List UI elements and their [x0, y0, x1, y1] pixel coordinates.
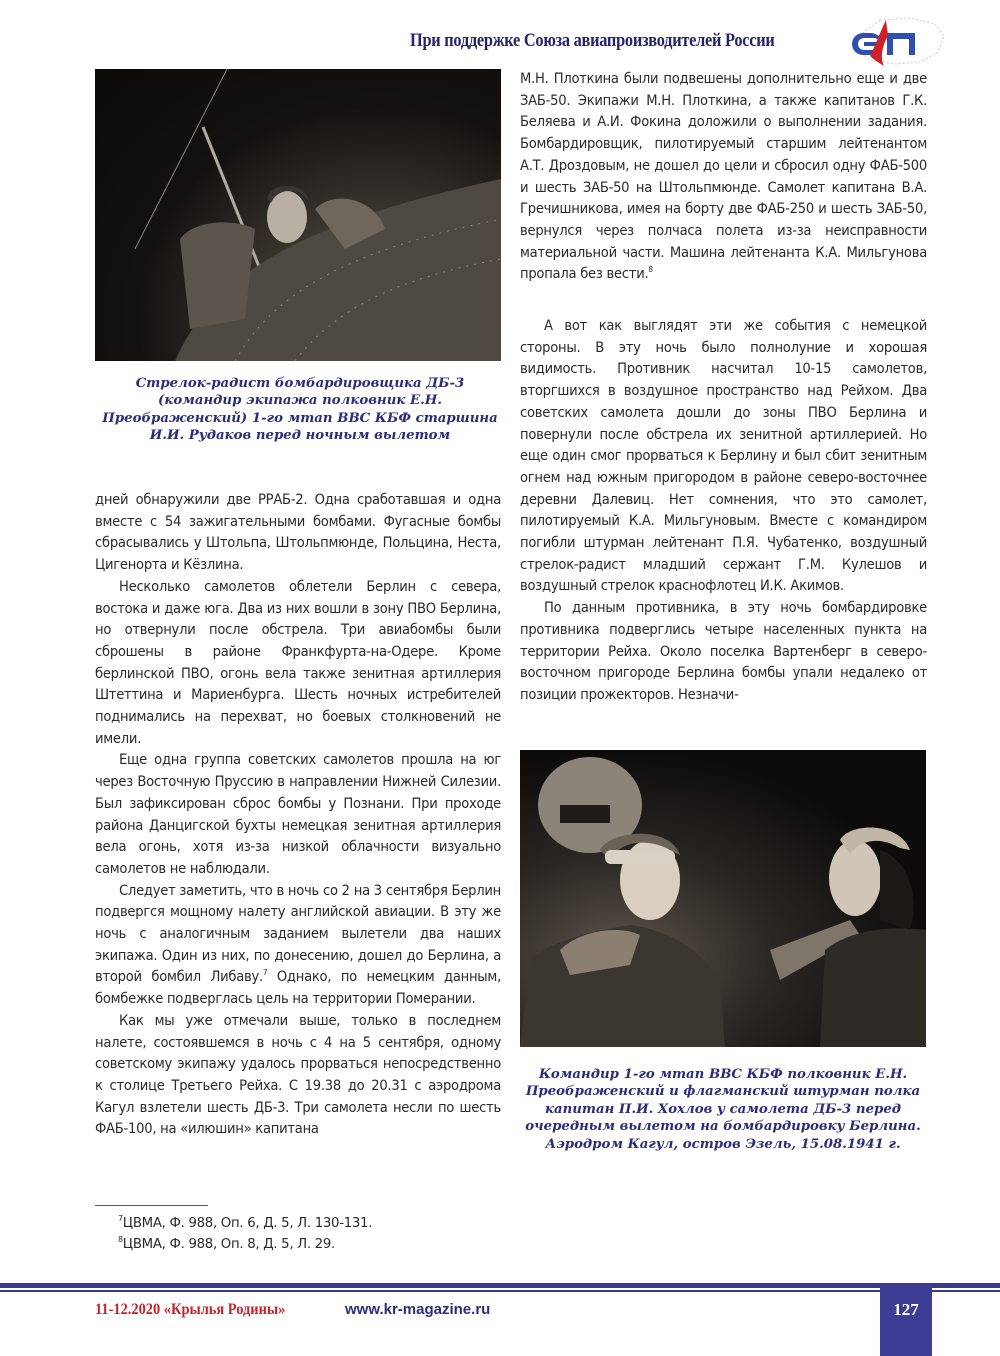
footnote-text: ЦВМА, Ф. 988, Оп. 6, Д. 5, Л. 130-131.	[122, 1216, 373, 1231]
photo-commander-navigator-image	[520, 750, 926, 1047]
footnote-divider	[95, 1205, 208, 1206]
union-logo	[840, 16, 950, 68]
page-number: 127	[893, 1300, 919, 1319]
footnote-7	[118, 1213, 372, 1234]
photo-radio-gunner	[95, 69, 501, 361]
footnotes	[118, 1213, 372, 1255]
union-logo-icon	[840, 16, 950, 68]
footer-rule-thick	[0, 1283, 1000, 1288]
paragraph: Как мы уже отмечали выше, только в последнем налете, состоявшемся в ночь с 4 на 5 сентября, одному советскому экипажу удалось прорваться непосредственно к столице Третьего Рейха. С 19.38 до 20.31 с аэродрома Кагул взлетели шесть ДБ-3. Три самолета несли по шесть ФАБ-100, на «илюшин» капитана	[95, 1011, 501, 1138]
footnote-8	[118, 1234, 372, 1255]
figure-caption-1: Стрелок-радист бомбардировщика ДБ-3 (командир экипажа полковник Е.Н. Преображенский) 1-го мтап ВВС КБФ старшина И.И. Рудаков перед ночным вылетом	[102, 376, 498, 444]
paragraph: дней обнаружили две РРАБ-2. Одна сработавшая и одна вместе с 54 зажигательными бомбами. Фугасные бомбы сбрасывались у Штольпа, Штольпмюнде, Польцина, Неста, Цигенорта и Кёзлина.	[95, 491, 501, 574]
body-text-right-mid	[520, 315, 927, 706]
body-text-right-top	[520, 68, 927, 285]
photo-radio-gunner-image	[95, 69, 501, 361]
footer-issue: 11-12.2020 «Крылья Родины»	[95, 1301, 286, 1318]
paragraph: Еще одна группа советских самолетов прошла на юг через Восточную Пруссию в направлении Нижней Силезии. Был зафиксирован сброс бомбы у Познани. При проходе района Данцигской бухты немецкая зенитная артиллерия вела огонь, хотя из-за низкой облачности визуально самолетов не наблюдали.	[95, 751, 501, 877]
footer-website-link[interactable]: www.kr-magazine.ru	[345, 1301, 491, 1318]
paragraph-text: М.Н. Плоткина были подвешены дополнительно еще и две ЗАБ-50. Экипажи М.Н. Плоткина, а также капитанов Г.К. Беляева и А.И. Фокина доложили о выполнении задания. Бомбардировщик, пилотируемый старшим лейтенантом А.Т. Дроздовым, не дошел до цели и сбросил одну ФАБ-500 и шесть ЗАБ-50 на Штольпмюнде. Самолет капитана В.А. Гречишникова, имея на борту две ФАБ-250 и шесть ЗАБ-50, вернулся через полчаса полета из-за неисправности материальной части. Машина лейтенанта К.А. Мильгунова пропала без вести.	[520, 70, 927, 283]
body-text-left-column	[95, 489, 501, 1140]
paragraph-text: Следует заметить, что в ночь со 2 на 3 сентября Берлин подвергся мощному налету английской авиации. В эту же ночь с аналогичным заданием вылетели два наших экипажа. Один из них, по донесению, дошел до Берлина, а второй бомбил Либаву.	[95, 881, 501, 986]
footnote-number: 7	[118, 1214, 123, 1223]
footnote-ref-7[interactable]: 7	[262, 968, 268, 978]
photo-commander-navigator	[520, 750, 926, 1047]
paragraph: По данным противника, в эту ночь бомбардировке противника подверглись четыре населенных пункта на территории Рейха. Около поселка Вартенберг в северо-восточном пригороде Берлина бомбы упали недалеко от позиции прожекторов. Незначи-	[520, 599, 927, 703]
paragraph: Несколько самолетов облетели Берлин с севера, востока и даже юга. Два из них вошли в зону ПВО Берлина, но отвернули после обстрела. Три авиабомбы были сброшены в районе Франкфурта-на-Одере. Кроме берлинской ПВО, огонь вела также зенитная артиллерия Штеттина и Мариенбурга. Шесть ночных истребителей поднимались на перехват, но боевых столкновений не имели.	[95, 577, 501, 747]
figure-caption-2: Командир 1-го мтап ВВС КБФ полковник Е.Н. Преображенский и флагманский штурман полка капитан П.И. Хохлов у самолета ДБ-3 перед очередным вылетом на бомбардировку Берлина. Аэродром Кагул, остров Эзель, 15.08.1941 г.	[525, 1067, 921, 1152]
footnote-ref-8[interactable]: 8	[648, 265, 653, 275]
footnote-text: ЦВМА, Ф. 988, Оп. 8, Д. 5, Л. 29.	[122, 1237, 335, 1252]
page-header	[0, 0, 1000, 66]
footnote-number: 8	[118, 1235, 123, 1244]
footer-rule-thin	[0, 1290, 1000, 1292]
paragraph	[520, 68, 927, 285]
paragraph-text: Однако, по немецким данным, бомбежке подверглась цель на территории Померании.	[95, 968, 501, 1008]
header-title: При поддержке Союза авиапроизводителей России	[410, 30, 775, 51]
paragraph: А вот как выглядят эти же события с немецкой стороны. В эту ночь было полнолуние и хорошая видимость. Противник насчитал 10-15 самолетов, вторгшихся в воздушное пространство над Рейхом. Два советских самолета дошли до зоны ПВО Берлина и повернули после обстрела их зенитной артиллерией. Но еще один смог прорваться к Берлину и был сбит зенитным огнем над южным пригородом в районе северо-восточнее деревни Далевиц. Нет сомнения, что это самолет, пилотируемый К.А. Мильгуновым. Вместе с командиром погибли штурман лейтенант П.Я. Чубатенко, воздушный стрелок-радист младший сержант Г.М. Кулешов и воздушный стрелок краснофлотец И.К. Акимов.	[520, 317, 927, 595]
paragraph	[95, 880, 501, 1010]
